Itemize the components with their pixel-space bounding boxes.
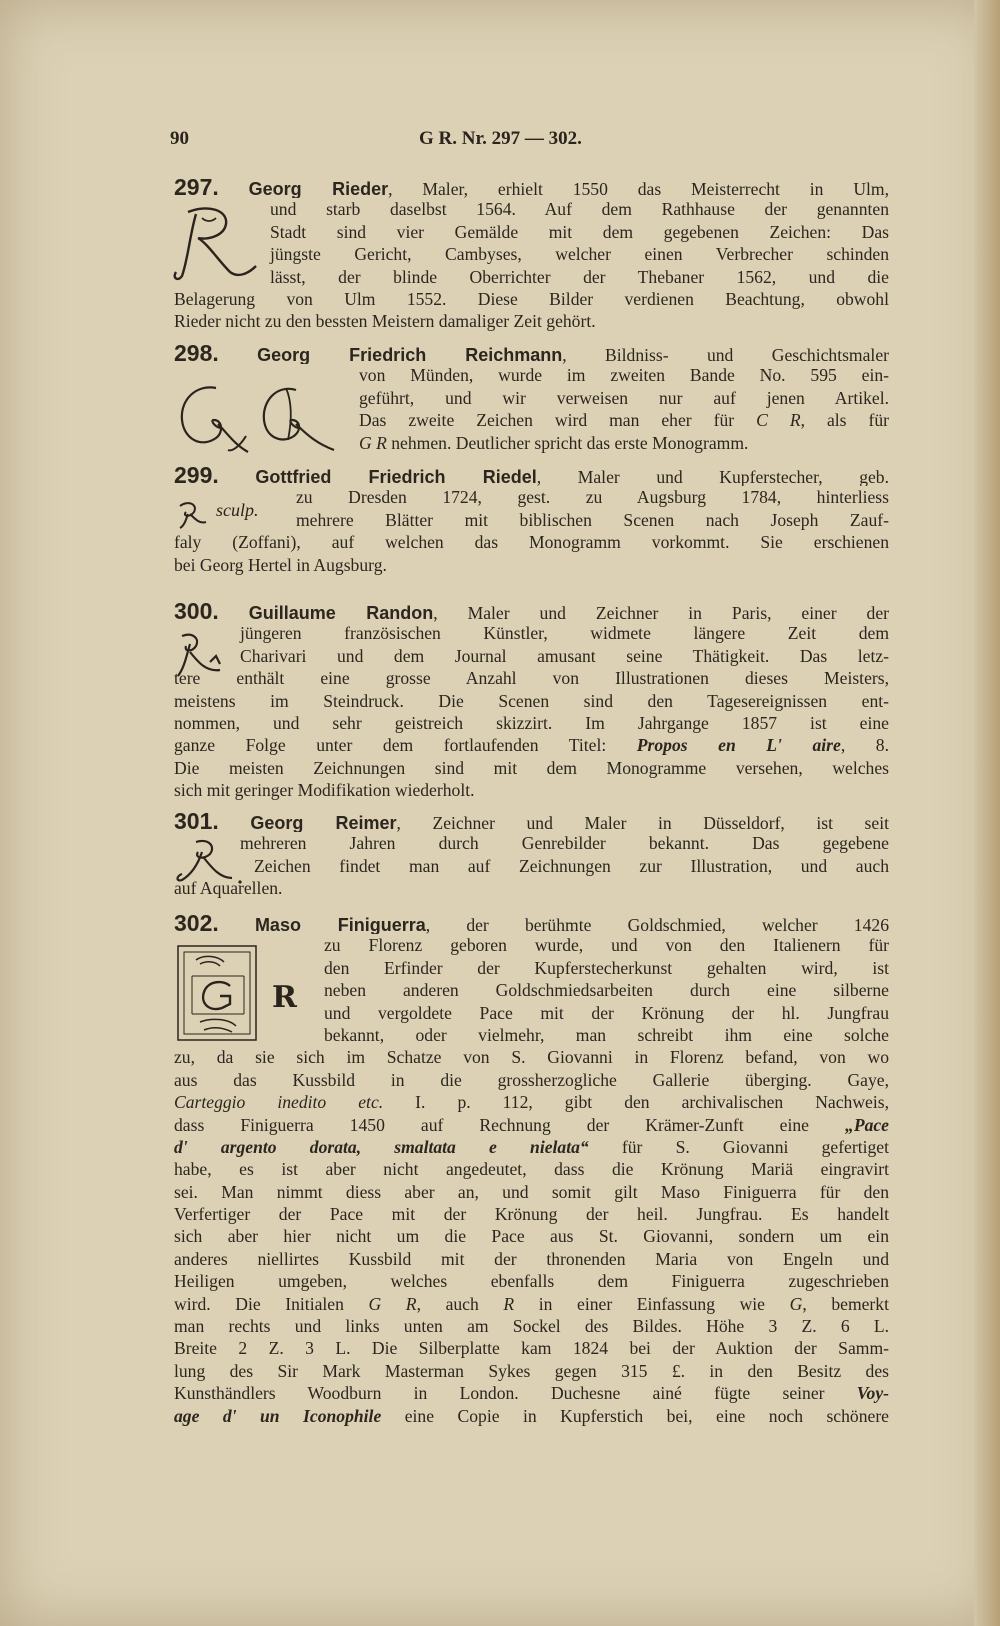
italic-initials: G	[789, 1293, 803, 1314]
header-title: G R. Nr. 297 — 302.	[419, 128, 582, 149]
artist-name: Georg Friedrich Reichmann	[257, 345, 563, 365]
italic-title: Propos en L' aire	[636, 735, 841, 756]
entry-text: auf Aquarellen.	[174, 878, 283, 899]
entry-text: mehrere Blätter mit biblischen Scenen nach Joseph Zauf-	[296, 509, 889, 530]
entry-302	[174, 912, 889, 1427]
entry-text: , auch	[416, 1293, 504, 1314]
italic-initials: R	[503, 1293, 515, 1314]
entry-number: 298.	[174, 342, 219, 365]
entry-text: zu, da sie sich im Schatze von S. Giovanni in Florenz befand, von wo	[174, 1047, 889, 1068]
entry-text: , 8.	[840, 735, 889, 756]
entry-text: Breite 2 Z. 3 L. Die Silberplatte kam 1824 bei der Auktion der Samm-	[174, 1338, 889, 1359]
entry-text: jüngste Gericht, Cambyses, welcher einen Verbrecher schinden	[270, 244, 889, 265]
entry-text: Kunsthändlers Woodburn in London. Duchesne ainé fügte seiner	[174, 1383, 857, 1404]
italic-initials: G R	[368, 1293, 417, 1314]
sculp-mark: sculp.	[216, 500, 259, 520]
entry-text: man rechts und links unten am Sockel des Bildes. Höhe 3 Z. 6 L.	[174, 1316, 889, 1337]
entry-text: mehreren Jahren durch Genrebilder bekannt. Das gegebene	[240, 833, 889, 854]
entry-text: neben anderen Goldschmiedsarbeiten durch eine silberne	[324, 980, 889, 1001]
artist-name: Gottfried Friedrich Riedel	[255, 467, 537, 487]
entry-298	[174, 342, 889, 454]
artist-name: Maso Finiguerra	[254, 915, 426, 935]
page-gutter-shadow	[974, 0, 1000, 1626]
monogram-302-letter: R	[272, 980, 297, 1015]
entry-text: Heiligen umgeben, welches ebenfalls dem Finiguerra zugeschrieben	[174, 1271, 889, 1292]
entry-text: , Maler, erhielt 1550 das Meisterrecht in Ulm,	[388, 179, 889, 199]
entry-text: faly (Zoffani), auf welchen das Monogramm vorkommt. Sie erschienen	[174, 532, 889, 553]
entry-text: sich aber hier nicht um die Pace aus St. Giovanni, sondern um ein	[174, 1226, 889, 1247]
entry-text: Belagerung von Ulm 1552. Diese Bilder verdienen Beachtung, obwohl	[174, 288, 889, 309]
italic-title: Voy-	[856, 1383, 889, 1404]
entry-text: geführt, und wir verweisen nur auf jenen Artikel.	[359, 387, 889, 408]
entry-text: tere enthält eine grosse Anzahl von Illustrationen dieses Meisters,	[174, 668, 889, 689]
running-header	[170, 128, 890, 158]
artist-name: Guillaume Randon	[248, 603, 434, 623]
entry-text: wird. Die Initialen	[174, 1293, 369, 1314]
entry-text: in einer Einfassung wie	[514, 1293, 790, 1314]
entry-text: dass Finiguerra 1450 auf Rechnung der Krämer-Zunft eine	[174, 1114, 846, 1135]
entry-text: , Zeichner und Maler in Düsseldorf, ist seit	[396, 813, 889, 833]
entry-text: für S. Giovanni gefertiget	[588, 1136, 889, 1157]
entry-text: sei. Man nimmt diess aber an, und somit gilt Maso Finiguerra für den	[174, 1181, 889, 1202]
entry-text: bekannt, oder vielmehr, man schreibt ihm eine solche	[324, 1024, 889, 1045]
entry-number: 299.	[174, 464, 219, 487]
entry-text: nehmen. Deutlicher spricht das erste Monogramm.	[386, 432, 749, 453]
entry-text: eine Copie in Kupferstich bei, eine noch schönere	[381, 1405, 889, 1426]
artist-name: Georg Reimer	[250, 813, 397, 833]
italic-title: „Pace	[845, 1114, 889, 1135]
entry-number: 302.	[174, 912, 219, 935]
entry-text: Zeichen findet man auf Zeichnungen zur Illustration, und auch	[254, 855, 889, 876]
italic-title: d' argento dorata, smaltata e nielata“	[174, 1136, 589, 1157]
entry-text: den Erfinder der Kupferstecherkunst gehalten wird, ist	[324, 957, 889, 978]
entry-text: Die meisten Zeichnungen sind mit dem Monogramme versehen, welches	[174, 757, 889, 778]
entry-text: , Maler und Kupferstecher, geb.	[536, 467, 889, 487]
entry-text: , gibt den archivalischen Nachweis,	[528, 1092, 889, 1113]
italic-title: age d' un Iconophile	[174, 1405, 382, 1426]
page-number: 90	[170, 128, 189, 149]
entry-text: Verfertiger der Pace mit der Krönung der heil. Jungfrau. Es handelt	[174, 1204, 889, 1225]
entry-text: Das zweite Zeichen wird man eher für	[359, 410, 757, 431]
entry-text: zu Florenz geboren wurde, und von den Italienern für	[324, 935, 889, 956]
entry-text: jüngeren französischen Künstler, widmete längere Zeit dem	[240, 623, 889, 644]
entry-text: Charivari und dem Journal amusant seine Thätigkeit. Das letz-	[240, 645, 889, 666]
entry-text: lässt, der blinde Oberrichter der Thebaner 1562, und die	[270, 266, 889, 287]
italic-initials: G R	[359, 432, 387, 453]
entry-text: Rieder nicht zu den bessten Meistern damaliger Zeit gehört.	[174, 311, 596, 332]
entry-text: , bemerkt	[802, 1293, 889, 1314]
entry-text: Stadt sind vier Gemälde mit dem gegebenen Zeichen: Das	[270, 221, 889, 242]
entry-text: zu Dresden 1724, gest. zu Augsburg 1784, hinterliess	[296, 487, 889, 508]
entry-text: bei Georg Hertel in Augsburg.	[174, 554, 387, 575]
entry-text: , Maler und Zeichner in Paris, einer der	[433, 603, 889, 623]
entry-number: 300.	[174, 600, 219, 623]
entry-text: , als für	[800, 410, 889, 431]
entry-text: meistens im Steindruck. Die Scenen sind den Tagesereignissen ent-	[174, 690, 889, 711]
entry-text: nommen, und sehr geistreich skizzirt. Im Jahrgange 1857 ist eine	[174, 712, 889, 733]
entry-text: , Bildniss- und Geschichtsmaler	[562, 345, 889, 365]
italic-initials: C R	[756, 410, 801, 431]
entry-number: 301.	[174, 810, 219, 833]
entry-text: I. p. 112	[383, 1092, 529, 1113]
artist-name: Georg Rieder	[248, 179, 389, 199]
entry-text: anderes niellirtes Kussbild mit der thronenden Maria von Engeln und	[174, 1248, 889, 1269]
entry-text: und starb daselbst 1564. Auf dem Rathhause der genannten	[270, 199, 889, 220]
entry-text: habe, es ist aber nicht angedeutet, dass die Krönung Mariä eingravirt	[174, 1159, 889, 1180]
entry-text: und vergoldete Pace mit der Krönung der hl. Jungfrau	[324, 1002, 889, 1023]
entry-number: 297.	[174, 176, 219, 199]
entry-text: von Münden, wurde im zweiten Bande No. 595 ein-	[359, 365, 889, 386]
entry-301	[174, 810, 889, 900]
entry-text: , der berühmte Goldschmied, welcher 1426	[425, 915, 889, 935]
entry-300	[174, 600, 889, 802]
entry-text: aus das Kussbild in die grossherzogliche Gallerie überging. Gaye,	[174, 1069, 889, 1090]
entry-text: ganze Folge unter dem fortlaufenden Titel:	[174, 735, 637, 756]
entry-297	[174, 176, 889, 333]
entry-text: lung des Sir Mark Masterman Sykes gegen 315 £. in den Besitz des	[174, 1360, 889, 1381]
entry-text: sich mit geringer Modifikation wiederholt.	[174, 780, 475, 801]
italic-title: Carteggio inedito etc.	[174, 1092, 384, 1113]
entry-299	[174, 464, 889, 576]
